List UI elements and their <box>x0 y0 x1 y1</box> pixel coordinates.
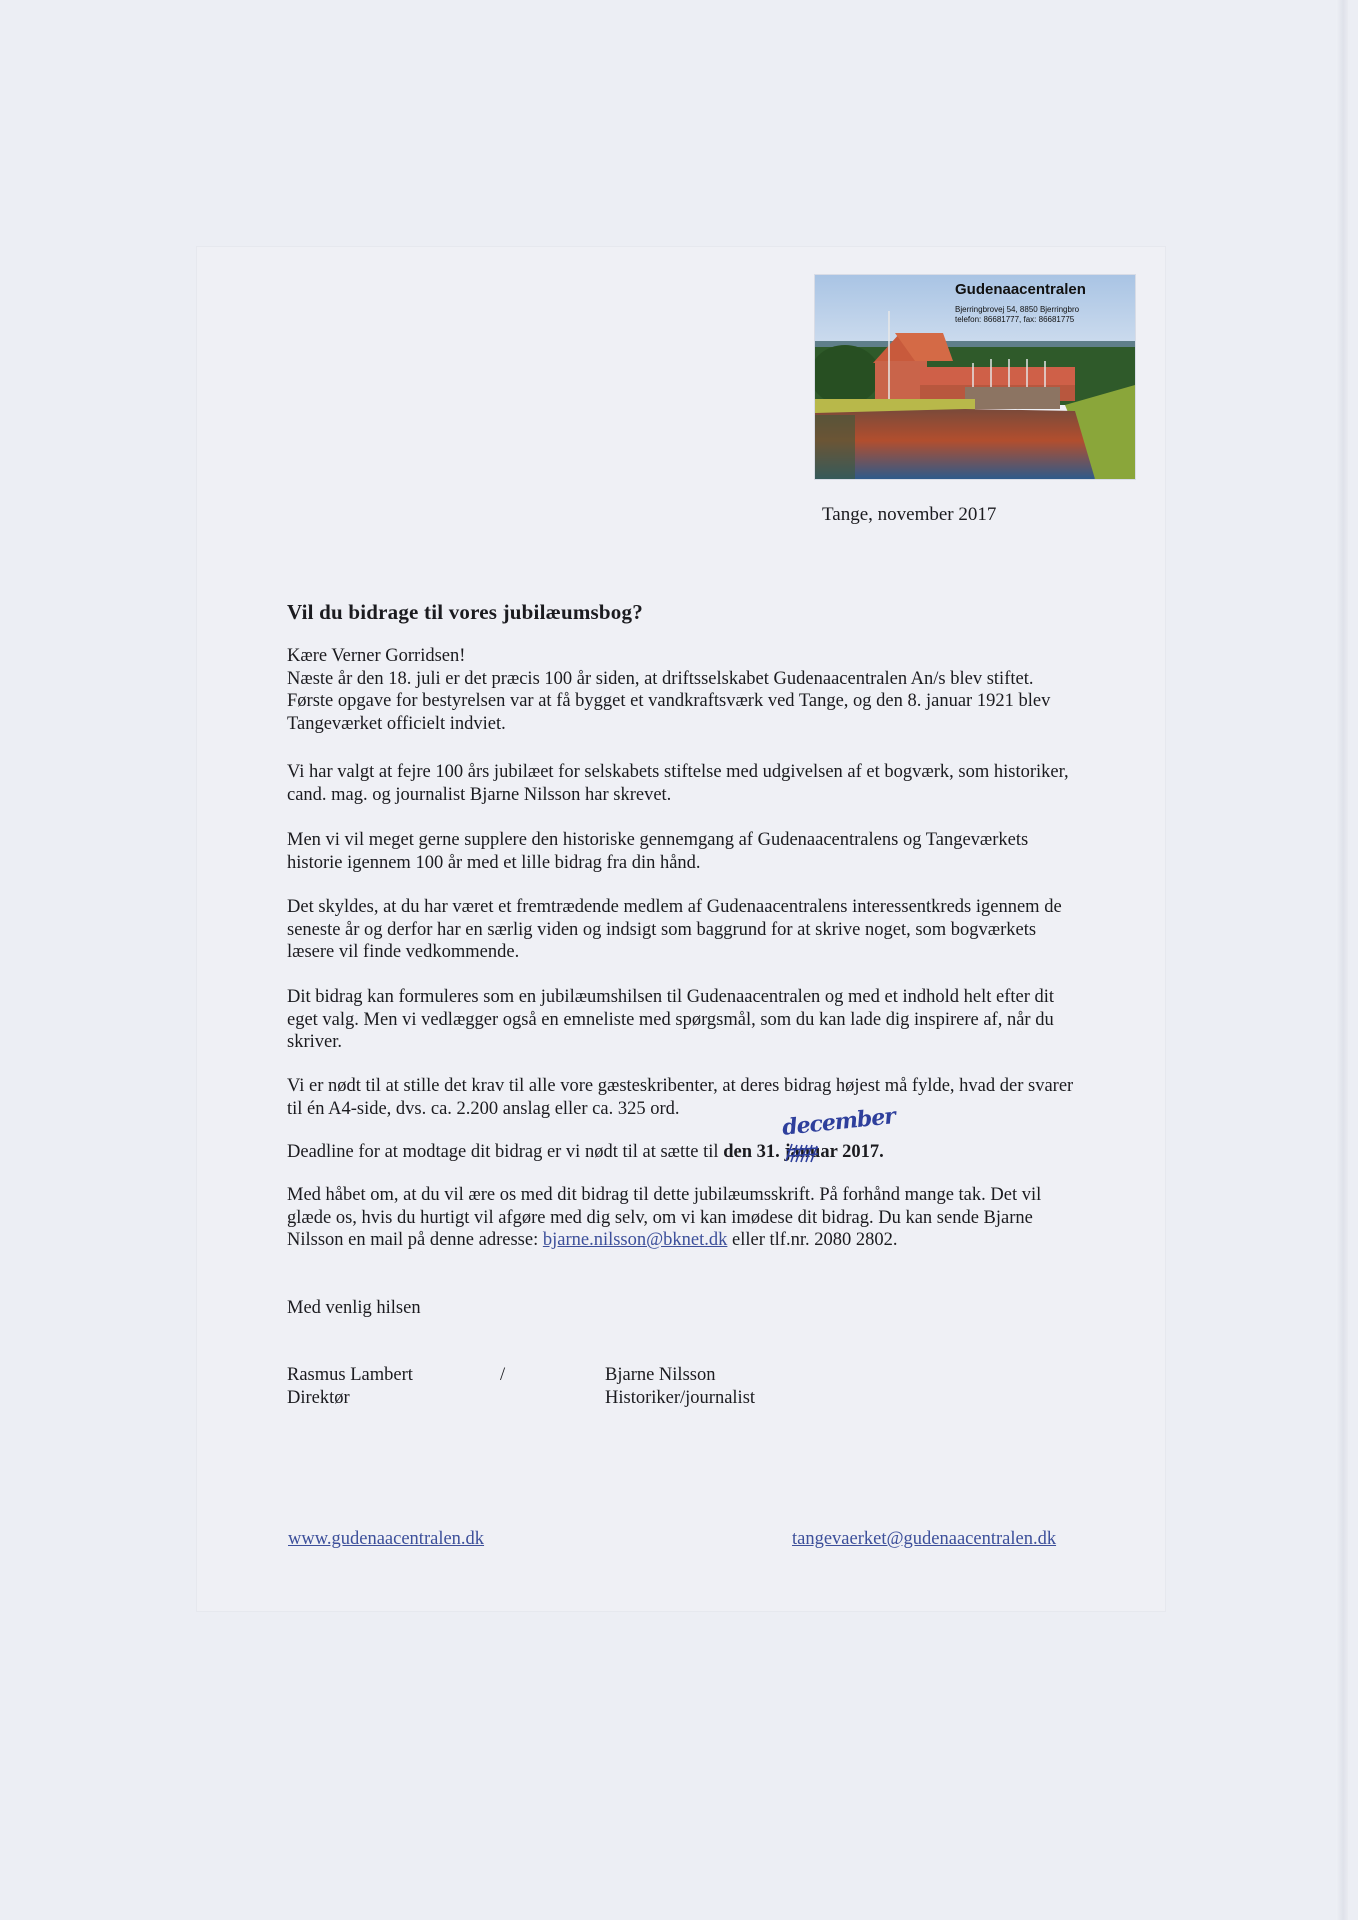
sign-off <box>287 1297 1077 1320</box>
paper-edge <box>1336 0 1348 1920</box>
ink-scribble-icon <box>784 1141 830 1165</box>
house-wall <box>875 361 927 401</box>
paragraph-4-text: Det skyldes, at du har været et fremtrædende medlem af Gudenaacentralens interessentkreds igennem de seneste år og derfor har en særlig viden og indsigt som baggrund for at skrive noget, som bogværkets læsere vil finde vedkommende. <box>287 897 1062 962</box>
signatory-left-name: Rasmus Lambert <box>287 1365 413 1385</box>
dam-gates <box>965 387 1060 409</box>
signatory-left-title: Direktør <box>287 1387 350 1408</box>
signatory-right-title: Historiker/journalist <box>605 1387 756 1408</box>
paragraph-3-text: Men vi vil meget gerne supplere den historiske gennemgang af Gudenaacentralens og Tangeværkets historie igennem 100 år med et lille bidrag fra din hånd. <box>287 830 1029 873</box>
signatory-right <box>605 1364 755 1409</box>
paragraph-3 <box>287 829 1077 874</box>
signatory-right-name: Bjarne Nilsson <box>605 1365 716 1385</box>
letterhead-contact: telefon: 86681777, fax: 86681775 <box>955 315 1075 324</box>
sign-off-text: Med venlig hilsen <box>287 1298 421 1318</box>
paragraph-2-text: Vi har valgt at fejre 100 års jubilæet for selskabets stiftelse med udgivelsen af et bogværk, som historiker, cand. mag. og journalist Bjarne Nilsson har skrevet. <box>287 762 1069 805</box>
salutation: Kære Verner Gorridsen! <box>287 646 466 666</box>
deadline-date-suffix: ar 2017. <box>820 1142 884 1162</box>
paragraph-4 <box>287 896 1077 964</box>
footer-email-link[interactable]: tangevaerket@gudenaacentralen.dk <box>792 1529 1057 1549</box>
intro-block <box>287 645 1077 735</box>
closing-paragraph <box>287 1184 1077 1252</box>
footer-website-link[interactable]: www.gudenaacentralen.dk <box>288 1529 485 1549</box>
struck-month-text: janu <box>784 1142 821 1162</box>
paragraph-1: Næste år den 18. juli er det præcis 100 år siden, at driftsselskabet Gudenaacentralen An/s blev stiftet. Første opgave for bestyrelsen var at få bygget et vandkraftsværk ved Tange, og den 8. januar 1921 blev Tangeværket officielt indviet. <box>287 668 1051 734</box>
signatory-left <box>287 1364 413 1409</box>
shadow-reflection <box>815 415 855 479</box>
paragraph-6-text: Vi er nødt til at stille det krav til alle vore gæsteskribenter, at deres bidrag højest må fylde, hvad der svarer til én A4-side, dvs. ca. 2.200 anslag eller ca. 325 ord. <box>287 1076 1074 1119</box>
paragraph-2 <box>287 761 1077 806</box>
letter-heading: Vil du bidrage til vores jubilæumsbog? <box>287 600 643 624</box>
contact-email-link[interactable]: bjarne.nilsson@bknet.dk <box>542 1230 728 1250</box>
paragraph-5 <box>287 986 1077 1054</box>
letterhead-card <box>814 274 1136 480</box>
deadline-lead: Deadline for at modtage dit bidrag er vi nødt til at sætte til <box>287 1142 724 1162</box>
river <box>815 409 1095 479</box>
dateline: Tange, november 2017 <box>822 504 997 525</box>
handwritten-correction: december <box>781 1103 897 1141</box>
deadline-paragraph <box>287 1103 1077 1164</box>
deadline-date-prefix: den 31. <box>723 1142 785 1162</box>
paragraph-6 <box>287 1075 1077 1120</box>
closing-text: Med håbet om, at du vil ære os med dit bidrag til dette jubilæumsskrift. På forhånd mange tak. Det vil glæde os, hvis du hurtigt vil afgøre med dig selv, om vi kan imødese dit bidrag. Du kan sende Bjarne Nilsson en mail på denne adresse: <box>287 1185 1042 1250</box>
letterhead-company: Gudenaacentralen <box>955 281 1086 298</box>
closing-phone: eller tlf.nr. 2080 2802. <box>727 1230 898 1250</box>
signatory-separator: / <box>500 1365 506 1385</box>
paragraph-5-text: Dit bidrag kan formuleres som en jubilæumshilsen til Gudenaacentralen og med et indhold helt efter dit eget valg. Men vi vedlægger også en emneliste med spørgsmål, som du kan lade dig inspirere af, når du skriver. <box>287 987 1055 1052</box>
letterhead-address: Bjerringbrovej 54, 8850 Bjerringbro <box>955 305 1080 314</box>
